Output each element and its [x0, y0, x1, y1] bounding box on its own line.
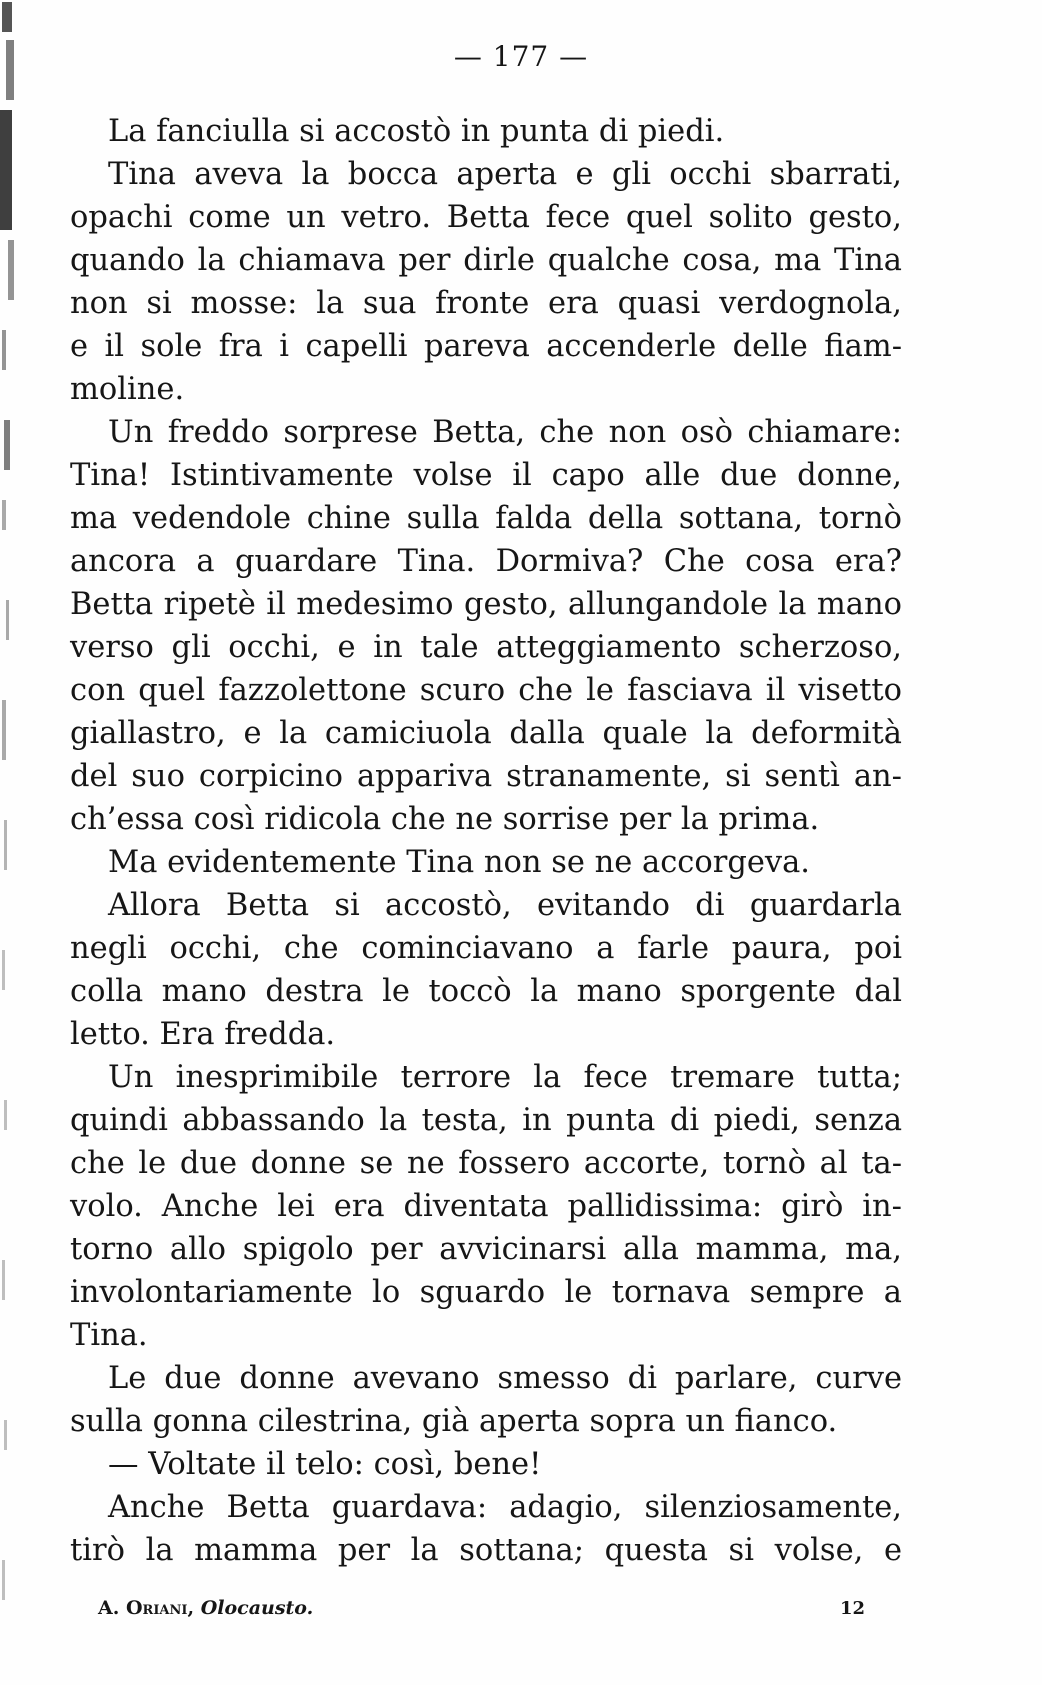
text-line: che le due donne se ne fossero accorte, tornò al ta- — [70, 1146, 902, 1181]
text-line: Le due donne avevano smesso di parlare, curve — [108, 1361, 902, 1396]
page-number: — 177 — — [453, 40, 589, 73]
paragraph — [70, 411, 902, 841]
paragraph — [70, 1443, 902, 1486]
paragraph — [70, 1056, 902, 1357]
paragraph — [70, 153, 902, 411]
text-line: opachi come un vetro. Betta fece quel solito gesto, — [70, 200, 902, 235]
paragraph — [70, 110, 902, 153]
text-line: ch’essa così ridicola che ne sorrise per la prima. — [70, 802, 820, 837]
text-line: colla mano destra le toccò la mano sporgente dal — [70, 974, 902, 1009]
paragraph — [70, 1486, 902, 1572]
text-line: quindi abbassando la testa, in punta di piedi, senza — [70, 1103, 902, 1138]
footer-author: A. Oriani, — [98, 1597, 195, 1619]
text-line: con quel fazzolettone scuro che le fasciava il visetto — [70, 673, 902, 708]
text-line: Tina aveva la bocca aperta e gli occhi sbarrati, — [108, 157, 902, 192]
text-line: moline. — [70, 372, 185, 407]
text-line: Tina! Istintivamente volse il capo alle due donne, — [70, 458, 902, 493]
text-line: La fanciulla si accostò in punta di piedi. — [108, 114, 725, 149]
text-line: Un inesprimibile terrore la fece tremare tutta; — [108, 1060, 902, 1095]
scan-edge-marks — [0, 0, 34, 1685]
paragraph — [70, 884, 902, 1056]
paragraph — [70, 1357, 902, 1443]
text-line: negli occhi, che cominciavano a farle paura, poi — [70, 931, 902, 966]
paragraph — [70, 841, 902, 884]
text-line: Un freddo sorprese Betta, che non osò chiamare: — [108, 415, 902, 450]
text-line: Betta ripetè il medesimo gesto, allungandole la mano — [70, 587, 902, 622]
text-line: torno allo spigolo per avvicinarsi alla mamma, ma, — [70, 1232, 902, 1267]
footer-signature-line — [98, 1597, 313, 1619]
text-line: Tina. — [70, 1318, 148, 1353]
text-line: verso gli occhi, e in tale atteggiamento scherzoso, — [70, 630, 902, 665]
text-line: non si mosse: la sua fronte era quasi verdognola, — [70, 286, 902, 321]
footer-title: Olocausto. — [200, 1597, 314, 1619]
text-line: Anche Betta guardava: adagio, silenziosamente, — [108, 1490, 902, 1525]
text-line: Allora Betta si accostò, evitando di guardarla — [108, 888, 902, 923]
text-line: — Voltate il telo: così, bene! — [108, 1447, 542, 1482]
text-line: sulla gonna cilestrina, già aperta sopra un fianco. — [70, 1404, 838, 1439]
text-line: volo. Anche lei era diventata pallidissima: girò in- — [70, 1189, 902, 1224]
text-line: ma vedendole chine sulla falda della sottana, tornò — [70, 501, 902, 536]
text-line: ancora a guardare Tina. Dormiva? Che cosa era? — [70, 544, 902, 579]
body-text — [70, 110, 902, 1572]
text-line: involontariamente lo sguardo le tornava sempre a — [70, 1275, 902, 1310]
text-line: tirò la mamma per la sottana; questa si volse, e — [70, 1533, 902, 1568]
text-line: Ma evidentemente Tina non se ne accorgeva. — [108, 845, 811, 880]
text-line: quando la chiamava per dirle qualche cosa, ma Tina — [70, 243, 902, 278]
text-line: e il sole fra i capelli pareva accenderle delle fiam- — [70, 329, 902, 364]
text-line: giallastro, e la camiciuola dalla quale la deformità — [70, 716, 902, 751]
text-line: letto. Era fredda. — [70, 1017, 336, 1052]
text-line: del suo corpicino appariva stranamente, si sentì an- — [70, 759, 902, 794]
printer-signature-mark: 12 — [840, 1598, 866, 1619]
